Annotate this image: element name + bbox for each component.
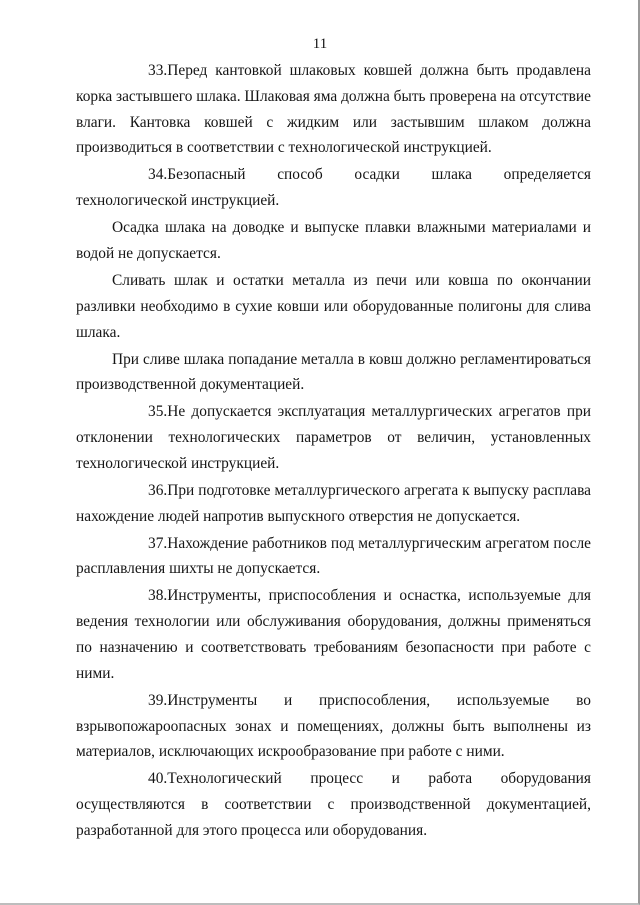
item-number: 33.	[148, 62, 168, 79]
document-body	[76, 58, 591, 845]
paragraph-text: Сливать шлак и остатки металла из печи или ковша по окончании разливки необходимо в сухие ковши или оборудованные полигоны для слива шлака.	[76, 271, 591, 341]
paragraph-34-cont-2	[76, 268, 591, 345]
item-number: 37.	[148, 534, 168, 552]
paragraph-37	[76, 531, 591, 583]
paragraph-34-cont-3	[76, 347, 591, 399]
item-number: 35.	[148, 403, 168, 421]
paragraph-34	[76, 162, 591, 214]
item-number: 34.	[148, 166, 168, 184]
paragraph-text: При подготовке металлургического агрегата к выпуску расплава нахождение людей напротив выпускного отверстия не допускается.	[76, 481, 591, 525]
page-number: 11	[312, 36, 328, 52]
item-number: 38.	[148, 587, 168, 605]
item-number: 40.	[148, 770, 168, 788]
paragraph-text: Инструменты и приспособления, используемые во взрывопожароопасных зонах и помещениях, должны быть выполнены из материалов, исключающих искрообразование при работе с ними.	[76, 691, 591, 761]
paragraph-38	[76, 583, 591, 686]
item-number: 36.	[148, 481, 168, 499]
paragraph-39	[76, 688, 591, 765]
paragraph-text: Безопасный способ осадки шлака определяется технологической инструкцией.	[76, 166, 591, 210]
paragraph-text: Осадка шлака на доводке и выпуске плавки влажными материалами и водой не допускается.	[76, 219, 591, 262]
paragraph-35	[76, 399, 591, 476]
paragraph-36	[76, 478, 591, 530]
paragraph-text: Инструменты, приспособления и оснастка, используемые для ведения технологии или обслуживания оборудования, должны применяться по назначению и соответствовать требованиям безопасности при работе с ними.	[76, 587, 591, 682]
paragraph-text: Технологический процесс и работа оборудования осуществляются в соответствии с производственной документацией, разработанной для этого процесса или оборудования.	[76, 770, 591, 839]
paragraph-40	[76, 766, 591, 843]
paragraph-34-cont-1	[76, 215, 591, 267]
item-number: 39.	[148, 691, 168, 709]
paragraph-text: Перед кантовкой шлаковых ковшей должна быть продавлена корка застывшего шлака. Шлаковая яма должна быть проверена на отсутствие влаги. Кантовка ковшей с жидким или застывшим шлаком должна производиться в соответствии с технологической инструкцией.	[76, 62, 591, 157]
paragraph-text: При сливе шлака попадание металла в ковш должно регламентироваться производственной документацией.	[76, 350, 591, 394]
paragraph-text: Нахождение работников под металлургическим агрегатом после расплавления шихты не допускается.	[76, 534, 591, 578]
paragraph-text: Не допускается эксплуатация металлургических агрегатов при отклонении технологических параметров от величин, установленных технологической инструкцией.	[76, 403, 591, 472]
paragraph-33	[76, 58, 591, 161]
